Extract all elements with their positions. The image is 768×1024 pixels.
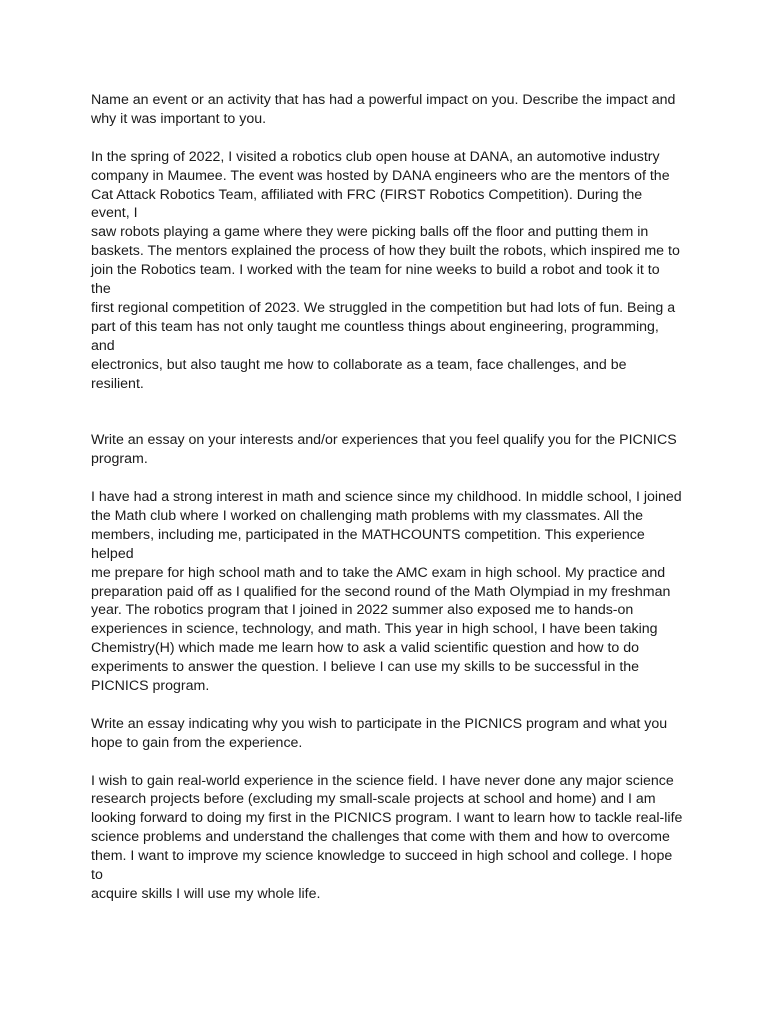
paragraph-gap	[91, 129, 683, 148]
paragraph-gap	[91, 696, 683, 715]
document-body	[91, 91, 683, 904]
essay-answer-1: In the spring of 2022, I visited a robotics club open house at DANA, an automotive industry company in Maumee. The event was hosted by DANA engineers who are the mentors of the Cat Attack Robotics Team, affiliated with FRC (FIRST Robotics Competition). During the event, I saw robots playing a game where they were picking balls off the floor and putting them in baskets. The mentors explained the process of how they built the robots, which inspired me to join the Robotics team. I worked with the team for nine weeks to build a robot and took it to the first regional competition of 2023. We struggled in the competition but had lots of fun. Being a part of this team has not only taught me countless things about engineering, programming, and electronics, but also taught me how to collaborate as a team, face challenges, and be resilient.	[91, 148, 680, 392]
essay-prompt-2: Write an essay on your interests and/or experiences that you feel qualify you for the PICNICS program.	[91, 432, 677, 468]
section-gap	[91, 393, 683, 431]
paragraph-gap	[91, 753, 683, 772]
essay-prompt-1: Name an event or an activity that has had a powerful impact on you. Describe the impact and why it was important to you.	[91, 92, 676, 127]
paragraph-gap	[91, 469, 683, 488]
essay-answer-3: I wish to gain real-world experience in the science field. I have never done any major science research projects before (excluding my small-scale projects at school and home) and I am looking forward to doing my first in the PICNICS program. I want to learn how to tackle real-life science problems and understand the challenges that come with them and how to overcome them. I want to improve my science knowledge to succeed in high school and college. I hope to acquire skills I will use my whole life.	[91, 772, 683, 902]
essay-answer-2: I have had a strong interest in math and science since my childhood. In middle school, I joined the Math club where I worked on challenging math problems with my classmates. All the members, including me, participated in the MATHCOUNTS competition. This experience helped me prepare for high school math and to take the AMC exam in high school. My practice and preparation paid off as I qualified for the second round of the Math Olympiad in my freshman year. The robotics program that I joined in 2022 summer also exposed me to hands-on experiences in science, technology, and math. This year in high school, I have been taking Chemistry(H) which made me learn how to ask a valid scientific question and how to do experiments to answer the question. I believe I can use my skills to be successful in the PICNICS program.	[91, 488, 682, 695]
essay-prompt-3: Write an essay indicating why you wish to participate in the PICNICS program and what you hope to gain from the experience.	[91, 715, 668, 751]
